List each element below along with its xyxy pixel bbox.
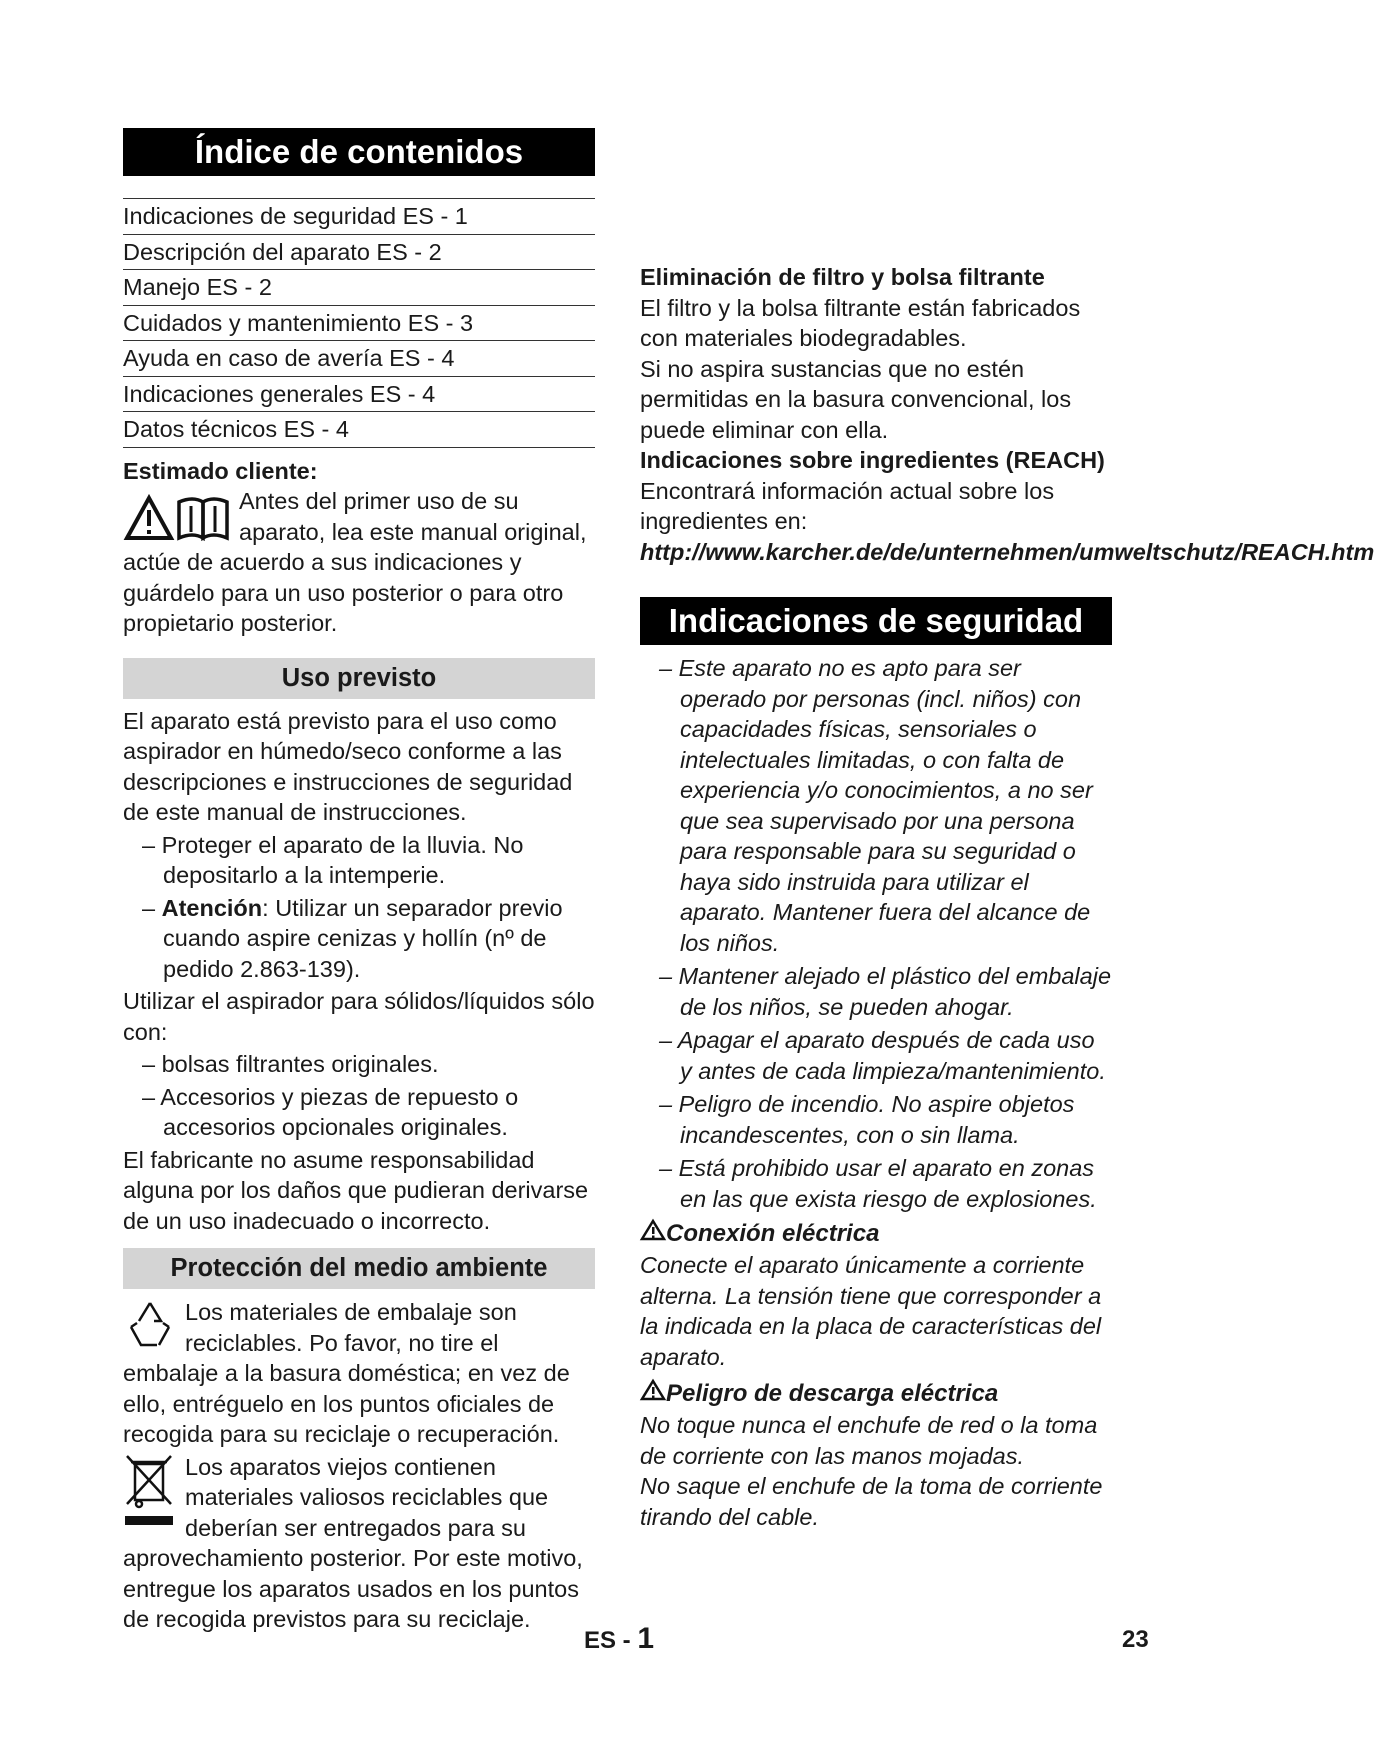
reach-heading: Indicaciones sobre ingredientes (REACH) (640, 447, 1105, 473)
uso-solidos-intro: Utilizar el aspirador para sólidos/líquidos sólo con: (123, 988, 595, 1045)
toc-item[interactable]: Datos técnicos ES - 4 (123, 412, 595, 448)
seguridad-item: – Apagar el aparato después de cada uso y antes de cada limpieza/mantenimiento. (659, 1027, 1106, 1084)
seguridad-item: – Peligro de incendio. No aspire objetos incandescentes, con o sin llama. (659, 1091, 1075, 1148)
descarga-heading: Peligro de descarga eléctrica (666, 1380, 999, 1407)
section-page-label (584, 1622, 654, 1656)
uso-heading: Uso previsto (123, 658, 595, 699)
section-page: 1 (637, 1622, 655, 1655)
reach-link-line (640, 537, 1374, 568)
medio-old-devices-text: Los aparatos viejos contienen materiales valiosos reciclables que deberían ser entregados para su aprovechamiento posterior. Por este motivo, entregue los aparatos usados en los puntos de recogida previstos para su reciclaje. (123, 1453, 583, 1632)
descarga-text-2: No saque el enchufe de la toma de corriente tirando del cable. (640, 1473, 1103, 1530)
separator: - (616, 1627, 638, 1654)
toc-item[interactable]: Descripción del aparato ES - 2 (123, 235, 595, 271)
uso-item-bolsas: – bolsas filtrantes originales. (142, 1051, 439, 1077)
descarga-text-1: No toque nunca el enchufe de red o la toma de corriente con las manos mojadas. (640, 1412, 1098, 1469)
uso-item-atencion (123, 893, 595, 985)
toc-item[interactable]: Indicaciones de seguridad ES - 1 (123, 199, 595, 235)
estimado-text: Antes del primer uso de su aparato, lea este manual original, actúe de acuerdo a sus indicaciones y guárdelo para un uso posterior o para otro propietario posterior. (123, 488, 587, 636)
descarga-heading-line (640, 1378, 1112, 1410)
filtro-text-2: Si no aspira sustancias que no estén permitidas en la basura convencional, los puede eliminar con ella. (640, 355, 1072, 443)
medio-old-devices-block (123, 1452, 595, 1635)
recycle-icon (123, 1297, 177, 1358)
toc-item[interactable]: Manejo ES - 2 (123, 270, 595, 306)
toc-title: Índice de contenidos (123, 128, 595, 176)
medio-heading: Protección del medio ambiente (123, 1248, 595, 1289)
medio-packaging-block (123, 1297, 595, 1450)
toc-item[interactable]: Indicaciones generales ES - 4 (123, 377, 595, 413)
estimado-block (123, 486, 595, 639)
seguridad-item: – Mantener alejado el plástico del embalaje de los niños, se pueden ahogar. (659, 963, 1112, 1020)
dash: – (142, 894, 162, 921)
section-code: ES (584, 1627, 617, 1654)
uso-item-lluvia: – Proteger el aparato de la lluvia. No depositarlo a la intemperie. (142, 831, 524, 888)
uso-item-accesorios: – Accesorios y piezas de repuesto o accesorios opcionales originales. (142, 1083, 519, 1140)
uso-disclaimer: El fabricante no asume responsabilidad alguna por los daños que pudieran derivarse de un uso inadecuado o incorrecto. (123, 1146, 589, 1234)
uso-intro: El aparato está previsto para el uso como aspirador en húmedo/seco conforme a las descripciones e instrucciones de seguridad de este manual de instrucciones. (123, 707, 573, 825)
warning-manual-icon (123, 486, 231, 547)
toc-item[interactable]: Ayuda en caso de avería ES - 4 (123, 341, 595, 377)
filtro-text-1: El filtro y la bolsa filtrante están fabricados con materiales biodegradables. (640, 294, 1081, 351)
warning-icon (640, 1220, 666, 1247)
toc-item[interactable]: Cuidados y mantenimiento ES - 3 (123, 306, 595, 342)
table-of-contents (123, 198, 595, 448)
left-column (123, 128, 595, 1635)
estimado-heading: Estimado cliente: (123, 457, 318, 484)
page-number: 23 (1122, 1626, 1149, 1653)
right-column (640, 262, 1374, 1532)
reach-link[interactable]: http://www.karcher.de/de/unternehmen/umweltschutz/REACH.htm (640, 538, 1374, 565)
seguridad-heading: Indicaciones de seguridad (640, 597, 1112, 645)
reach-text: Encontrará información actual sobre los ingredientes en: (640, 477, 1055, 534)
seguridad-item: – Está prohibido usar el aparato en zonas en las que exista riesgo de explosiones. (659, 1155, 1097, 1212)
conexion-text: Conecte el aparato únicamente a corriente alterna. La tensión tiene que corresponder a la indicada en la placa de características del aparato. (640, 1252, 1102, 1370)
conexion-heading: Conexión eléctrica (666, 1220, 880, 1247)
warning-icon (640, 1380, 666, 1407)
filtro-heading: Eliminación de filtro y bolsa filtrante (640, 264, 1045, 290)
seguridad-item: – Este aparato no es apto para ser operado por personas (incl. niños) con capacidades físicas, sensoriales o intelectuales limitadas, o con falta de experiencia y/o conocimientos, a no ser que sea supervisado por una persona para responsable para su seguridad o haya sido instruida para utilizar el aparato. Mantener fuera del alcance de los niños. (659, 655, 1093, 956)
crossed-bin-icon (123, 1452, 177, 1541)
conexion-heading-line (640, 1218, 1112, 1250)
medio-packaging-text: Los materiales de embalaje son reciclables. Po favor, no tire el embalaje a la basura doméstica; en vez de ello, entréguelo en los puntos oficiales de recogida para su reciclaje o recuperación. (123, 1299, 570, 1447)
atencion-label: Atención (161, 894, 263, 921)
atencion-text: : Utilizar un separador previo cuando aspire cenizas y hollín (nº de pedido 2.863-139). (163, 894, 563, 982)
